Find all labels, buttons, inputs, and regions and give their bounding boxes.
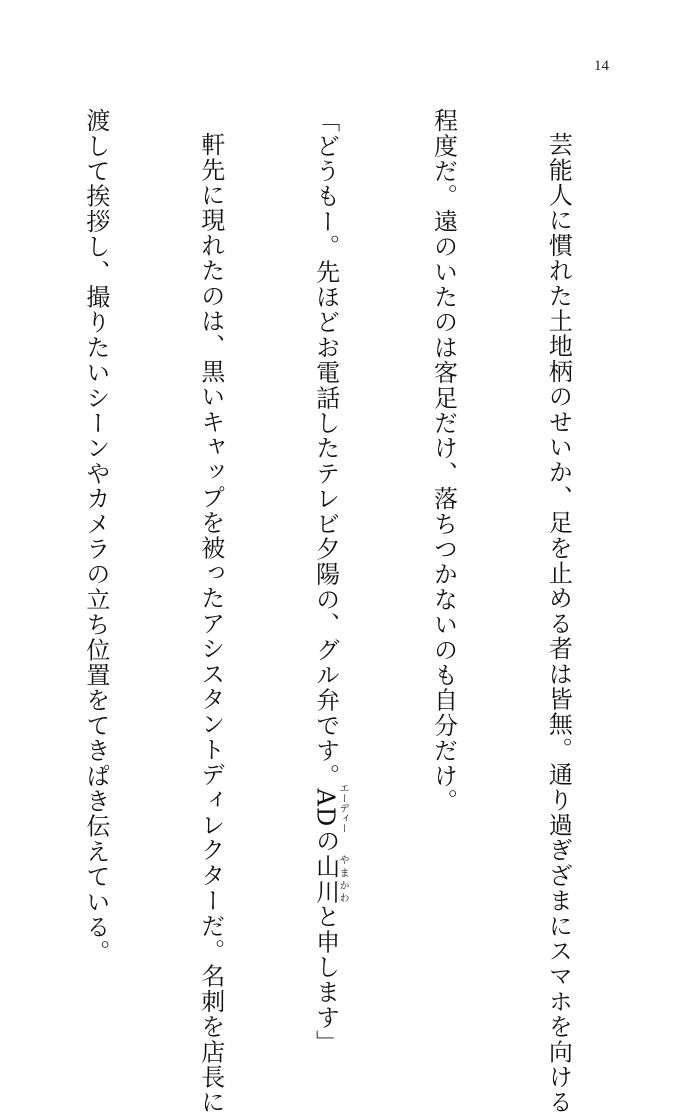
- dialogue-line-with-ruby: 「どうもー。先ほどお電話したテレビ夕陽の、グル弁です。ADエーディーの山川やまかわと申します」: [311, 108, 349, 1056]
- novel-text-block: [0, 108, 654, 1115]
- text-line: 渡して挨拶し、撮りたいシーンやカメラの立ち位置をてきぱき伝えている。: [81, 108, 110, 965]
- text-line: 芸能人に慣れた土地柄のせいか、足を止める者は皆無。通り過ぎざまにスマホを向ける: [544, 132, 573, 1115]
- ruby-ad-reading: エーディー: [337, 783, 349, 834]
- ruby-yamakawa-reading: やまかわ: [337, 853, 349, 904]
- text-line: 軒先に現れたのは、黒いキャップを被ったアシスタントディレクターだ。名刺を店長に: [196, 132, 225, 1115]
- page-number: 14: [594, 58, 609, 74]
- text-line: 程度だ。遠のいたのは客足だけ、落ちつかないのも自分だけ。: [429, 108, 458, 814]
